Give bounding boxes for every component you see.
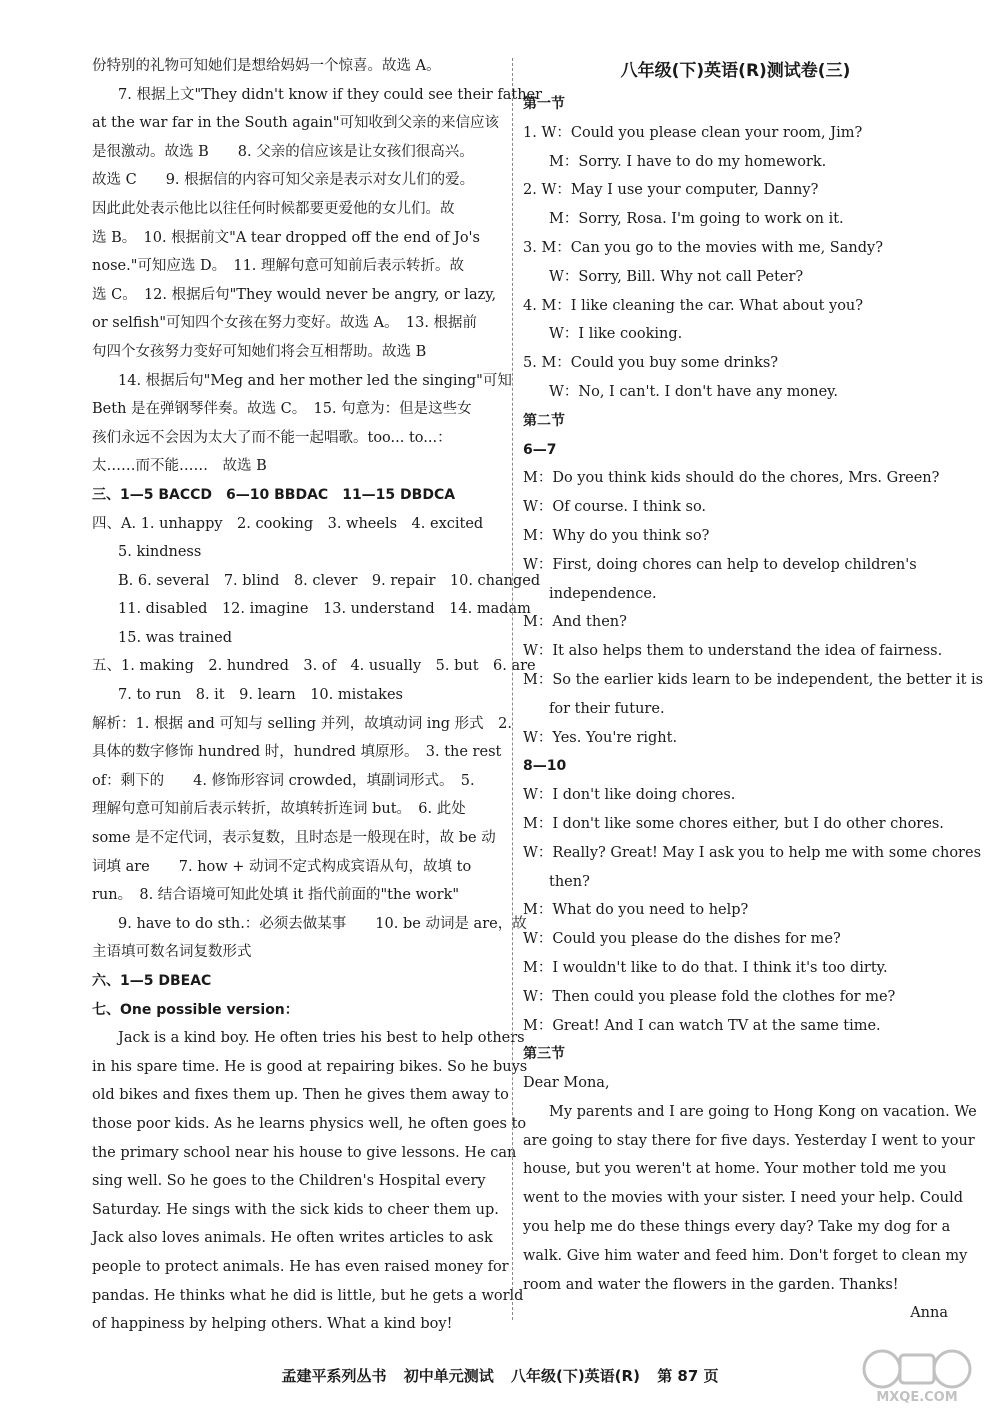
answer-line: some 是不定代词，表示复数，且时态是一般现在时，故 be 动 — [92, 830, 496, 847]
answer-line: 选 B。 10. 根据前文"A tear dropped off the end of Jo's — [92, 229, 480, 246]
answer-line: Jack is a kind boy. He often tries his best to help others — [118, 1030, 525, 1047]
script-line: 第一节 — [523, 96, 565, 112]
answer-line: Jack also loves animals. He often writes articles to ask — [92, 1230, 493, 1247]
answer-line: at the war far in the South again"可知收到父亲的来信应该 — [92, 115, 500, 132]
answer-line: 孩们永远不会因为太大了而不能一起唱歌。too... to...： — [92, 429, 452, 446]
answer-line: 七、One possible version： — [92, 1001, 299, 1018]
answer-line: 15. was trained — [118, 629, 233, 646]
script-line: W：Of course. I think so. — [523, 499, 707, 516]
page-footer — [0, 1365, 1000, 1386]
answer-line: the primary school near his house to give lessons. He can — [92, 1144, 517, 1161]
book-name: 初中单元测试 — [403, 1367, 494, 1385]
script-line: then? — [549, 873, 590, 890]
script-line: W：It also helps them to understand the idea of fairness. — [523, 643, 943, 660]
script-line: W：I don't like doing chores. — [523, 787, 736, 804]
watermark-logo — [860, 1345, 975, 1405]
script-line: W：Then could you please fold the clothes for me? — [523, 988, 896, 1005]
script-line: 第三节 — [523, 1046, 565, 1063]
answer-line: 是很激动。故选 B 8. 父亲的信应该是让女孩们很高兴。 — [92, 143, 474, 160]
script-line: W：Could you please do the dishes for me? — [523, 931, 841, 948]
script-line: 8—10 — [523, 758, 567, 775]
listening-script-column — [523, 52, 984, 1328]
answer-line: 7. to run 8. it 9. learn 10. mistakes — [118, 687, 403, 704]
test-title: 八年级(下)英语(R)测试卷(三) — [620, 61, 851, 81]
answer-line: those poor kids. As he learns physics well, he often goes to — [92, 1115, 527, 1132]
answer-line: 五、1. making 2. hundred 3. of 4. usually 5. but 6. are — [92, 658, 536, 675]
script-line: M：Sorry, Rosa. I'm going to work on it. — [549, 211, 844, 228]
script-line: M：Do you think kids should do the chores, Mrs. Green? — [523, 470, 940, 487]
script-line: M：I don't like some chores either, but I do other chores. — [523, 815, 944, 832]
answer-line: of happiness by helping others. What a kind boy! — [92, 1316, 453, 1333]
script-line: 第二节 — [523, 412, 565, 429]
answer-line: in his spare time. He is good at repairing bikes. So he buys — [92, 1058, 528, 1075]
answer-line: 份特别的礼物可知她们是想给妈妈一个惊喜。故选 A。 — [92, 58, 441, 74]
answer-line: pandas. He thinks what he did is little, but he gets a world — [92, 1287, 524, 1304]
answer-line: 四、A. 1. unhappy 2. cooking 3. wheels 4. excited — [92, 515, 484, 532]
answer-line: people to protect animals. He has even raised money for — [92, 1258, 509, 1275]
answer-line: 11. disabled 12. imagine 13. understand 14. madam — [118, 601, 531, 618]
script-line: independence. — [549, 585, 657, 602]
answer-line: old bikes and fixes them up. Then he gives them away to — [92, 1087, 509, 1104]
answer-line: 7. 根据上文"They didn't know if they could see their father — [118, 86, 543, 103]
answer-line: or selfish"可知四个女孩在努力变好。故选 A。 13. 根据前 — [92, 315, 478, 332]
script-line: M：So the earlier kids learn to be independent, the better it is — [523, 671, 984, 688]
answer-line: nose."可知应选 D。 11. 理解句意可知前后表示转折。故 — [92, 258, 465, 275]
answer-line: 5. kindness — [118, 544, 202, 561]
script-line: house, but you weren't at home. Your mother told me you — [523, 1161, 947, 1178]
script-line: walk. Give him water and feed him. Don't forget to clean my — [523, 1247, 968, 1264]
script-line: M：What do you need to help? — [523, 902, 749, 919]
answer-line: of：剩下的 4. 修饰形容词 crowded，填副词形式。 5. — [92, 772, 475, 789]
script-line: 5. M：Could you buy some drinks? — [523, 355, 779, 372]
script-line: are going to stay there for five days. Yesterday I went to your — [523, 1132, 975, 1149]
answer-line: 选 C。 12. 根据后句"They would never be angry, or lazy, — [92, 286, 497, 303]
answer-line: 14. 根据后句"Meg and her mother led the singing"可知 — [118, 372, 512, 389]
grade-subject: 八年级(下)英语(R) — [510, 1367, 640, 1385]
script-line: 4. M：I like cleaning the car. What about you? — [523, 297, 864, 314]
script-line: M：And then? — [523, 614, 627, 631]
svg-text:MXQE.COM: MXQE.COM — [876, 1390, 958, 1405]
script-line: W：First, doing chores can help to develop children's — [523, 556, 917, 573]
answer-line: 主语填可数名词复数形式 — [92, 944, 252, 961]
script-line: for their future. — [549, 700, 665, 717]
script-line: W：Yes. You're right. — [523, 729, 678, 746]
script-line: 2. W：May I use your computer, Danny? — [523, 182, 819, 199]
script-line: Anna — [910, 1305, 948, 1322]
answer-line: 具体的数字修饰 hundred 时，hundred 填原形。 3. the rest — [92, 744, 502, 761]
answer-line: Beth 是在弹钢琴伴奏。故选 C。 15. 句意为：但是这些女 — [92, 401, 472, 418]
page-number: 第 87 页 — [657, 1367, 719, 1385]
script-line: 3. M：Can you go to the movies with me, Sandy? — [523, 239, 883, 256]
answer-line: sing well. So he goes to the Children's Hospital every — [92, 1173, 486, 1190]
script-line: M：I wouldn't like to do that. I think it's too dirty. — [523, 959, 888, 976]
series-name: 孟建平系列丛书 — [281, 1367, 387, 1385]
script-line: you help me do these things every day? Take my dog for a — [523, 1219, 951, 1236]
script-line: 6—7 — [523, 441, 557, 458]
script-line: W：No, I can't. I don't have any money. — [549, 383, 839, 400]
answer-line: 因此此处表示他比以往任何时候都要更爱他的女儿们。故 — [92, 200, 455, 217]
answer-line: 解析：1. 根据 and 可知与 selling 并列，故填动词 ing 形式 2. — [92, 715, 513, 732]
script-line: Dear Mona, — [523, 1075, 610, 1092]
script-line: 1. W：Could you please clean your room, Jim? — [523, 124, 863, 141]
script-line: My parents and I are going to Hong Kong on vacation. We — [549, 1103, 977, 1120]
script-line: W：Sorry, Bill. Why not call Peter? — [549, 268, 804, 285]
answer-line: 太……而不能…… 故选 B — [92, 458, 267, 475]
answer-line: B. 6. several 7. blind 8. clever 9. repair 10. changed — [118, 572, 541, 589]
script-line: M：Sorry. I have to do my homework. — [549, 153, 827, 170]
answer-line: 句四个女孩努力变好可知她们将会互相帮助。故选 B — [92, 343, 427, 360]
column-divider — [512, 58, 513, 1320]
script-line: room and water the flowers in the garden. Thanks! — [523, 1276, 899, 1293]
answer-line: 词填 are 7. how + 动词不定式构成宾语从句，故填 to — [92, 858, 472, 875]
answer-line: 六、1—5 DBEAC — [92, 973, 212, 989]
script-line: went to the movies with your sister. I need your help. Could — [523, 1190, 964, 1207]
answer-line: 理解句意可知前后表示转折，故填转折连词 but。 6. 此处 — [92, 801, 466, 818]
script-line: W：I like cooking. — [549, 326, 683, 343]
answer-line: Saturday. He sings with the sick kids to cheer them up. — [92, 1201, 499, 1218]
script-line: M：Why do you think so? — [523, 527, 710, 544]
answer-line: run。 8. 结合语境可知此处填 it 指代前面的"the work" — [92, 887, 460, 904]
script-line: W：Really? Great! May I ask you to help me with some chores — [523, 844, 982, 861]
answer-line: 9. have to do sth.：必须去做某事 10. be 动词是 are，故 — [118, 915, 527, 932]
answer-line: 三、1—5 BACCD 6—10 BBDAC 11—15 DBDCA — [92, 486, 456, 503]
script-line: M：Great! And I can watch TV at the same time. — [523, 1017, 881, 1034]
answer-line: 故选 C 9. 根据信的内容可知父亲是表示对女儿们的爱。 — [92, 172, 475, 189]
